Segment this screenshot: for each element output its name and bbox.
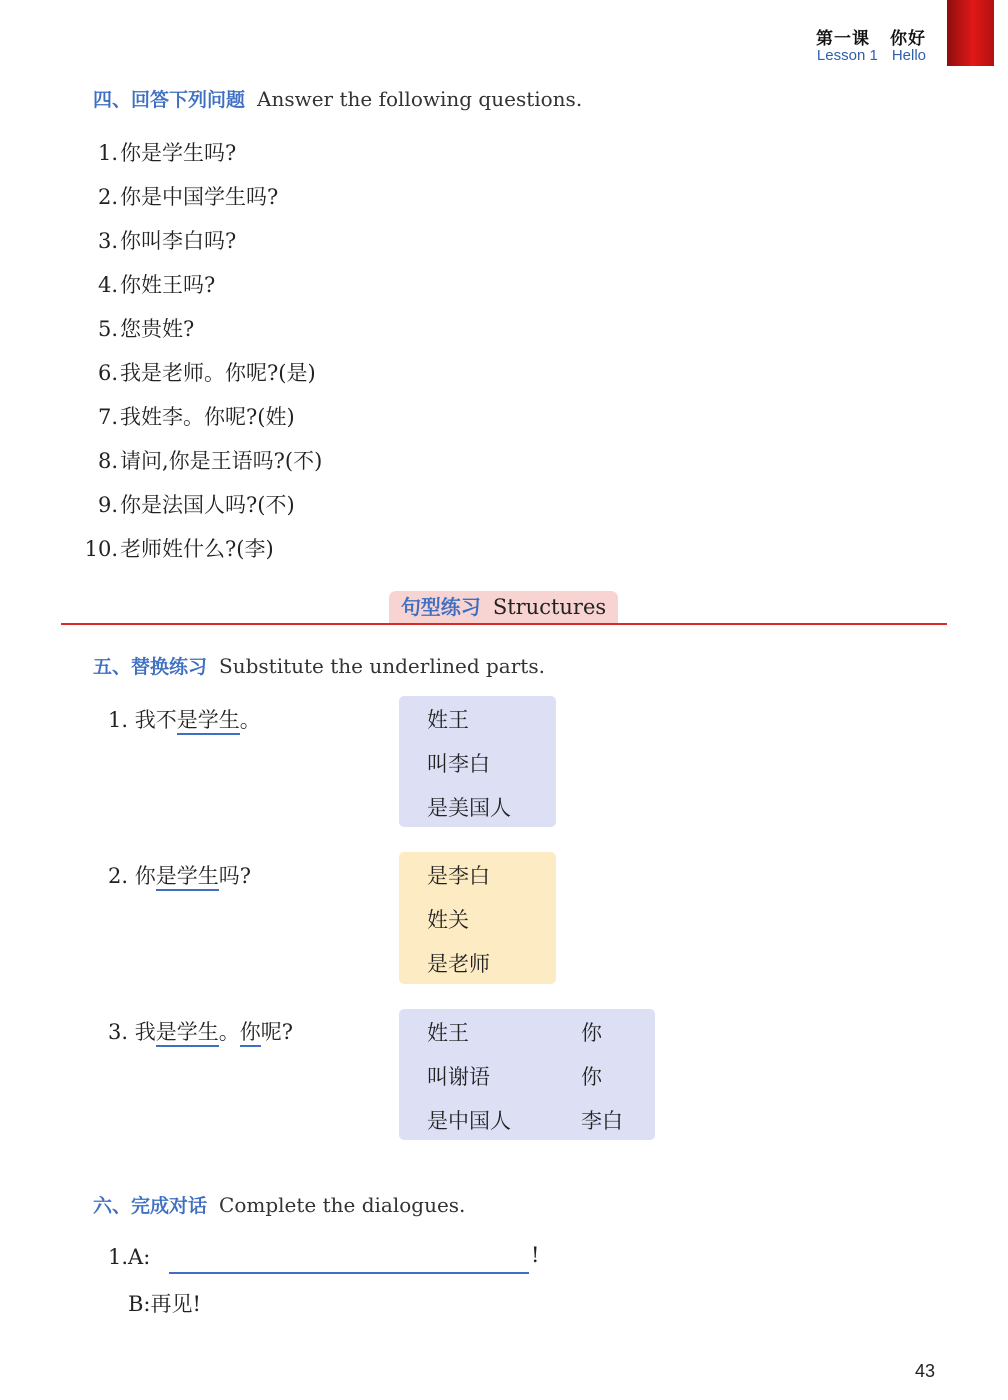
question-number: 6. (97, 361, 118, 385)
item-number: 3. (108, 1020, 129, 1044)
sentence-text: 你 (134, 864, 156, 888)
section-4-title (93, 85, 582, 112)
question-item (84, 445, 322, 475)
sentence-text: 我 (134, 1020, 156, 1044)
lesson-number-cn: 第一课 (816, 29, 870, 49)
substitution-option: 姓王 (427, 708, 469, 732)
item-number: 1. (108, 1245, 129, 1269)
question-item (84, 401, 295, 431)
running-header-english (817, 47, 926, 64)
question-number: 8. (97, 449, 118, 473)
section-5-title-cn: 五、替换练习 (93, 656, 208, 678)
question-text: 我姓李。你呢?(姓) (120, 405, 295, 429)
substitution-option: 李白 (581, 1109, 623, 1133)
substitution-box (399, 852, 556, 984)
substitution-option: 你 (581, 1021, 602, 1045)
substitution-option: 叫李白 (427, 752, 490, 776)
lesson-title-cn: 你好 (890, 29, 926, 49)
dialogue-line-a (108, 1245, 150, 1269)
substitution-option: 姓王 (427, 1021, 469, 1045)
question-text: 你是学生吗? (120, 141, 237, 165)
question-item (84, 181, 278, 211)
question-number: 5. (97, 317, 118, 341)
question-item (84, 489, 295, 519)
lesson-title-en: Hello (891, 47, 926, 64)
question-number: 7. (97, 405, 118, 429)
sentence-text: 。 (218, 1020, 240, 1044)
question-number: 1. (97, 141, 118, 165)
substitution-option: 是美国人 (427, 796, 511, 820)
structures-divider (61, 623, 947, 625)
substitution-sentence (108, 1016, 293, 1046)
item-number: 1. (108, 708, 129, 732)
underlined-part: 是学生 (177, 708, 240, 735)
substitution-option: 叫谢语 (427, 1065, 490, 1089)
question-item (84, 533, 274, 563)
substitution-option: 是中国人 (427, 1109, 511, 1133)
question-text: 请问,你是王语吗?(不) (120, 449, 323, 473)
dialogue-punctuation: ! (531, 1243, 540, 1267)
speaker-label: B: (128, 1292, 151, 1316)
dialogue-text: 再见! (150, 1292, 201, 1316)
section-5-title-en: Substitute the underlined parts. (219, 654, 545, 678)
sentence-text: 。 (239, 708, 261, 732)
speaker-label: A: (128, 1245, 151, 1269)
substitution-sentence (108, 860, 251, 890)
structures-heading (389, 591, 618, 624)
sentence-text: 呢? (260, 1020, 293, 1044)
substitution-option: 是老师 (427, 952, 490, 976)
question-text: 你姓王吗? (120, 273, 216, 297)
underlined-part: 是学生 (156, 864, 219, 891)
question-item (84, 357, 316, 387)
question-item (84, 137, 236, 167)
question-text: 你是法国人吗?(不) (120, 493, 295, 517)
dialogue-line-b (128, 1288, 201, 1318)
question-number: 9. (97, 493, 118, 517)
section-4-title-en: Answer the following questions. (257, 87, 583, 111)
question-text: 你是中国学生吗? (120, 185, 279, 209)
running-header-chinese (816, 24, 926, 49)
structures-heading-en: Structures (492, 595, 607, 619)
underlined-part: 你 (240, 1020, 261, 1047)
substitution-option: 姓关 (427, 908, 469, 932)
structures-heading-cn: 句型练习 (400, 595, 481, 619)
sentence-text: 吗? (218, 864, 251, 888)
substitution-box (399, 1009, 655, 1140)
question-text: 你叫李白吗? (120, 229, 237, 253)
question-text: 您贵姓? (120, 317, 195, 341)
substitution-sentence (108, 704, 261, 734)
section-5-title (93, 652, 545, 679)
sentence-text: 我不 (134, 708, 177, 732)
chapter-tab-marker (947, 0, 994, 66)
substitution-option: 你 (581, 1065, 602, 1089)
question-number: 2. (97, 185, 118, 209)
question-item (84, 313, 194, 343)
section-6-title-en: Complete the dialogues. (219, 1193, 466, 1217)
question-number: 3. (97, 229, 118, 253)
section-6-title-cn: 六、完成对话 (93, 1195, 208, 1217)
question-number: 10. (84, 537, 118, 561)
question-text: 我是老师。你呢?(是) (120, 361, 316, 385)
lesson-number-en: Lesson 1 (816, 47, 878, 64)
question-number: 4. (97, 273, 118, 297)
question-text: 老师姓什么?(李) (120, 537, 274, 561)
question-item (84, 269, 215, 299)
question-item (84, 225, 236, 255)
underlined-part: 是学生 (156, 1020, 219, 1047)
substitution-box (399, 696, 556, 827)
substitution-option: 是李白 (427, 864, 490, 888)
item-number: 2. (108, 864, 129, 888)
page-number: 43 (915, 1361, 936, 1381)
answer-blank[interactable] (169, 1272, 529, 1274)
section-6-title (93, 1191, 465, 1218)
section-4-title-cn: 四、回答下列问题 (93, 89, 246, 111)
